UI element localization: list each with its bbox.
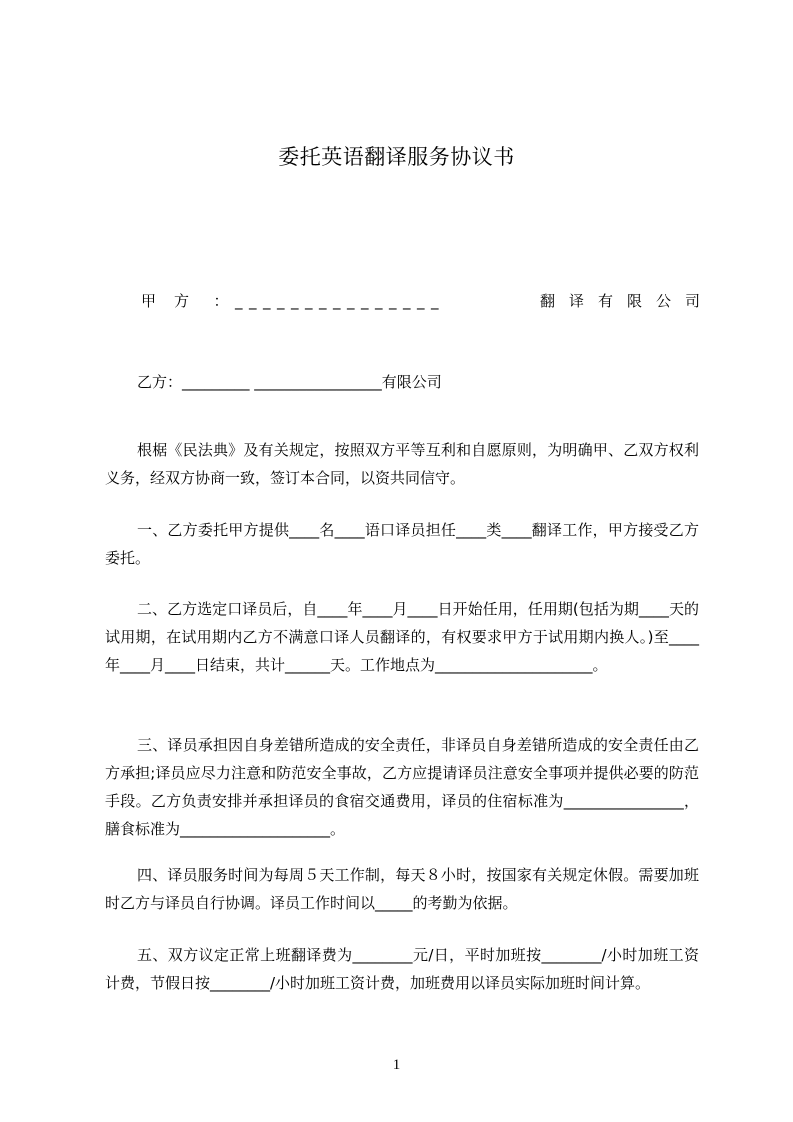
party-a-blank: _______________ [235, 292, 446, 310]
page-number: 1 [392, 1057, 401, 1073]
party-a-colon: ： [213, 292, 229, 310]
clause-5-paragraph: 五、双方议定正常上班翻译费为________元/日，平时加班按________/小时加班工资计费，节假日按________/小时加班工资计费，加班费用以译员实际加班时间计算。 [105, 946, 699, 992]
clause-4-paragraph: 四、译员服务时间为每周５天工作制，每天８小时，按国家有关规定休假。需要加班时乙方与译员自行协调。译员工作时间以_____的考勤为依据。 [105, 866, 699, 912]
party-b-line: 乙方：_________ _________________有限公司 [137, 373, 442, 391]
clause-3-paragraph: 三、译员承担因自身差错所造成的安全责任，非译员自身差错所造成的安全责任由乙方承担;译员应尽力注意和防范安全事故，乙方应提请译员注意安全事项并提供必要的防范手段。乙方负责安排并承担译员的食宿交通费用，译员的住宿标准为________________，膳食标准为____________________。 [105, 736, 699, 838]
clause-2-paragraph: 二、乙方选定口译员后，自____年____月____日开始任用，任用期(包括为期____天的试用期，在试用期内乙方不满意口译人员翻译的，有权要求甲方于试用期内换人。)至____年____月____日结束，共计______天。工作地点为_____________________。 [105, 600, 699, 674]
clause-1-paragraph: 一、乙方委托甲方提供____名____语口译员担任____类____翻译工作，甲方接受乙方委托。 [105, 521, 699, 567]
party-a-line [141, 288, 715, 314]
document-title: 委托英语翻译服务协议书 [278, 145, 515, 169]
party-a-company-suffix: 翻译有限公司 [540, 292, 715, 310]
party-a-label: 甲方 [141, 292, 208, 310]
intro-paragraph: 根椐《民法典》及有关规定，按照双方平等互利和自愿原则，为明确甲、乙双方权利义务，经双方协商一致，签订本合同，以资共同信守。 [105, 441, 699, 487]
